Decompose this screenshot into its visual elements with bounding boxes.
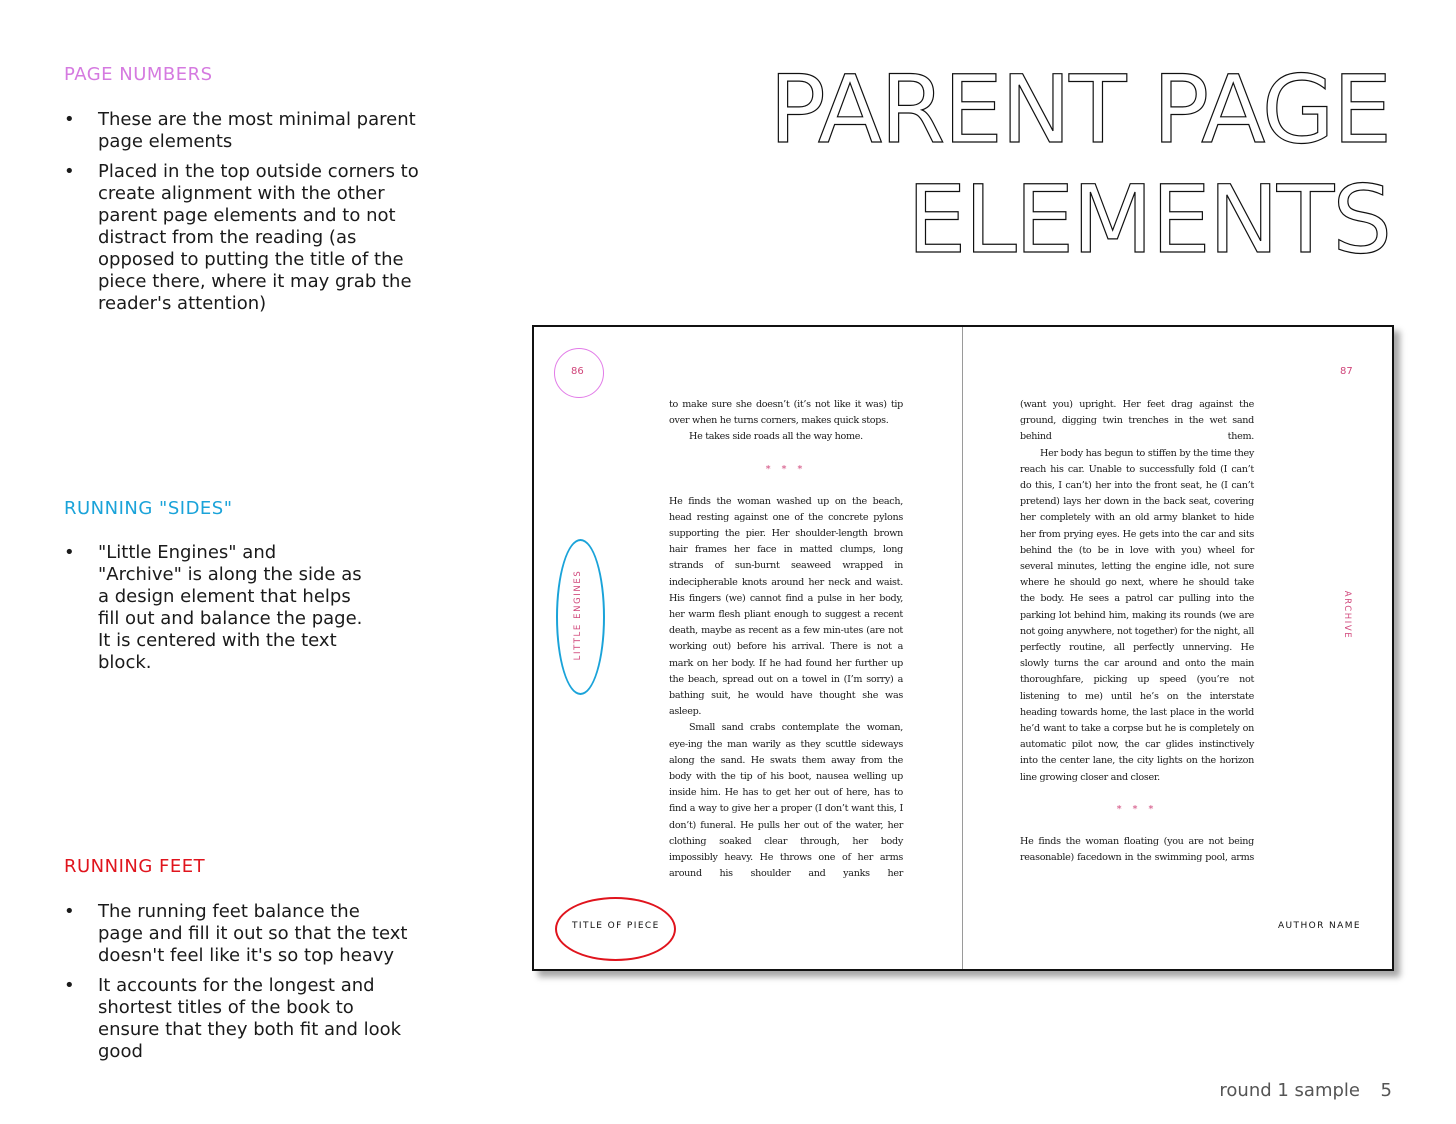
list-item	[64, 901, 409, 967]
list-item	[64, 975, 409, 1063]
right-running-foot: AUTHOR NAME	[1278, 921, 1361, 931]
list-item	[64, 542, 364, 674]
bullet-text: The running feet balance the page and fill it out so that the text doesn't feel like it's so top heavy	[98, 901, 408, 966]
left-running-side: LITTLE ENGINES	[573, 569, 583, 661]
bullet-icon: •	[64, 109, 75, 130]
paragraph: He takes side roads all the way home.	[689, 431, 863, 443]
list-item	[64, 161, 424, 315]
list-item	[64, 109, 424, 153]
paragraph: to make sure she doesn’t (it’s not like it was) tip over when he turns corners, makes quick stops.	[669, 399, 903, 427]
paragraph: Her body has begun to stiffen by the time they reach his car. Unable to successfully fold (I can’t do this, I can’t) her into the front seat, he (I can’t pretend) lays her down in the back seat, covering her completely with an old army blanket to hide her from prying eyes. He gets into the car and sits behind the (to be in love with you) wheel for several minutes, letting the engine idle, not sure where he should go next, where he should take the body. He sees a patrol car pulling into the parking lot behind him, making its rounds (we are not going anywhere, not together) for the night, all perfectly routine, all perfectly unnerving. He slowly turns the car around and onto the main thoroughfare, picking up speed (you’re not listening to me) until he’s on the interstate heading towards home, the last place in the world he’d want to take a corpse but he is completely on automatic pilot now, the car glides instinctively into the center lane, the city lights on the horizon line growing closer and closer.	[1020, 447, 1254, 783]
page-numbers-heading: PAGE NUMBERS	[64, 64, 213, 85]
book-spread	[532, 325, 1394, 971]
bullet-text: These are the most minimal parent page elements	[98, 109, 416, 152]
bullet-text: "Little Engines" and "Archive" is along the side as a design element that helps fill out and balance the page. It is centered with the text block.	[98, 542, 363, 673]
page-number: 5	[1380, 1080, 1392, 1101]
section-break: * * *	[765, 463, 807, 475]
gutter-divider	[962, 327, 963, 969]
paragraph: He finds the woman washed up on the beach, head resting against one of the concrete pylons supporting the pier. Her shoulder-length brown hair frames her face in matted clumps, long strands of sun-burnt seaweed wrapped in indecipherable knots around her neck and waist. His fingers (we) cannot find a pulse in her body, her warm flesh pliant enough to suggest a recent death, maybe as recent as a few min-utes (are not working out) before his arrival. There is not a mark on her body. If he had found her further up the beach, spread out on a towel in (I’m sorry) a bathing suit, he would have thought she was asleep.	[669, 495, 903, 718]
right-running-side: ARCHIVE	[1342, 590, 1352, 640]
running-sides-list	[64, 542, 364, 682]
paragraph: Small sand crabs contemplate the woman, eye-ing the man warily as they scuttle sideways along the sand. He swats them away from the body with the tip of his boot, nausea welling up inside him. He has to get her out of here, has to find a way to give her a proper (I don’t want this, I don’t) funeral. He pulls her out of the water, her clothing soaked clear through, her body impossibly heavy. He throws one of her arms around his shoulder and yanks her	[669, 722, 903, 880]
paragraph: He finds the woman floating (you are not being reasonable) facedown in the swimming pool, arms	[1020, 835, 1254, 864]
title-line-2: ELEMENTS	[906, 166, 1390, 275]
right-page-number: 87	[1340, 366, 1353, 377]
running-feet-heading: RUNNING FEET	[64, 856, 206, 877]
running-sides-heading: RUNNING "SIDES"	[64, 498, 233, 519]
right-text-block	[1020, 397, 1254, 866]
paragraph: (want you) upright. Her feet drag against the ground, digging twin trenches in the wet sand behind them.	[1020, 399, 1254, 443]
bullet-icon: •	[64, 542, 75, 563]
left-running-foot: TITLE OF PIECE	[572, 921, 660, 931]
bullet-icon: •	[64, 901, 75, 922]
bullet-icon: •	[64, 161, 75, 182]
page-title	[769, 56, 1390, 276]
bullet-text: It accounts for the longest and shortest titles of the book to ensure that they both fit and look good	[98, 975, 402, 1062]
page-numbers-list	[64, 109, 424, 323]
footer-label: round 1 sample	[1219, 1080, 1360, 1101]
bullet-text: Placed in the top outside corners to create alignment with the other parent page elements and to not distract from the reading (as opposed to putting the title of the piece there, where it may grab the reader's attention)	[98, 161, 419, 314]
left-page-number: 86	[571, 366, 584, 377]
section-break: * * *	[1116, 803, 1158, 815]
running-feet-list	[64, 901, 409, 1071]
left-text-block	[669, 397, 903, 882]
bullet-icon: •	[64, 975, 75, 996]
title-line-1: PARENT PAGE	[769, 56, 1390, 165]
